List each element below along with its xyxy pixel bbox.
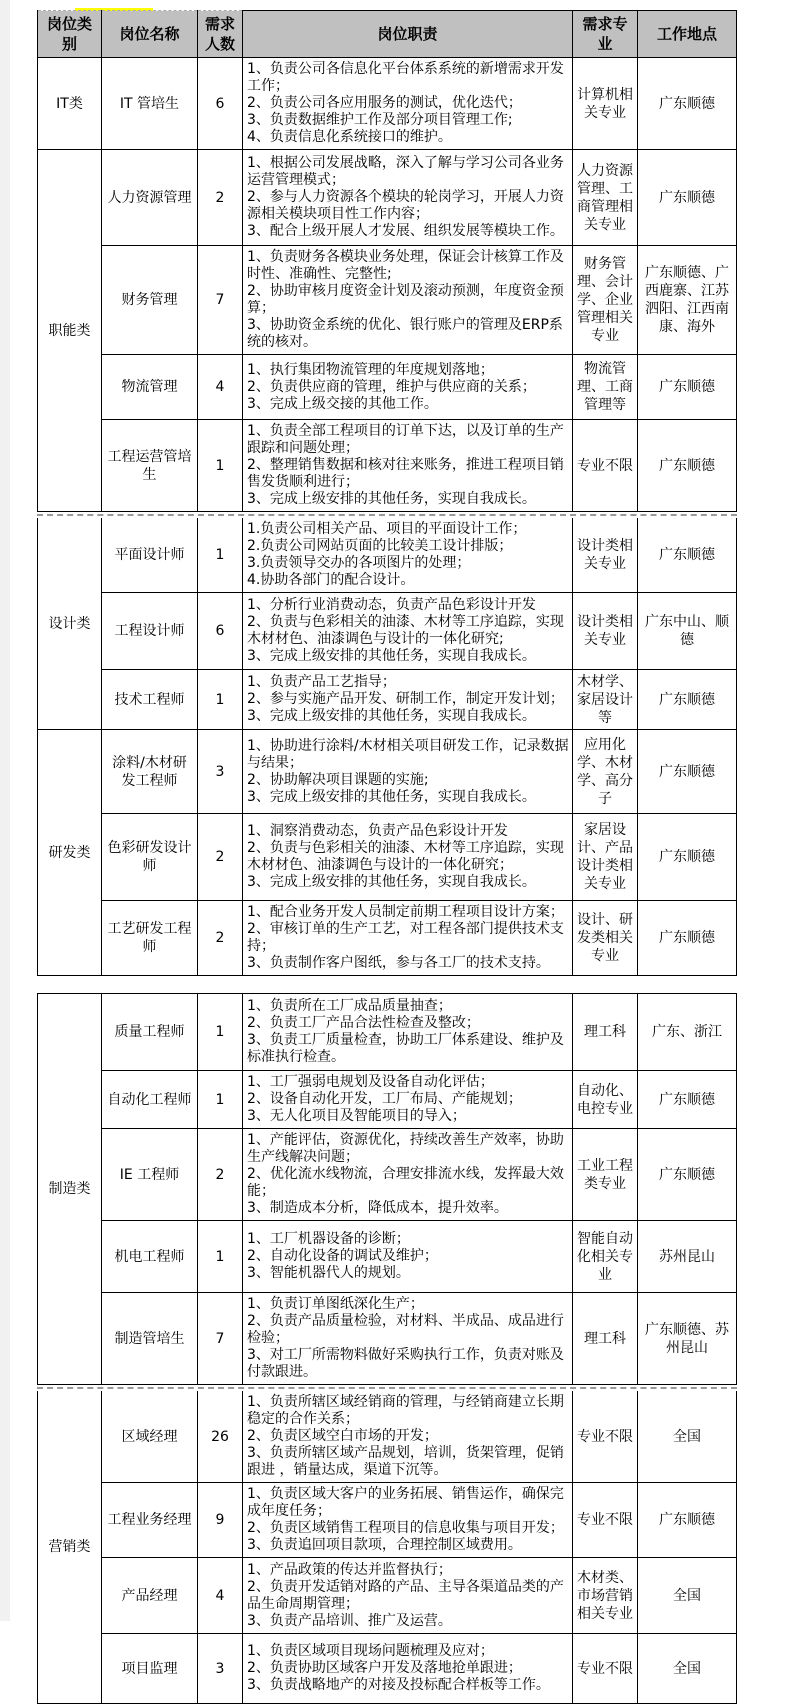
duty-line: 2、参与实施产品开发、研制工作，制定开发计划； <box>247 691 564 707</box>
position-name-cell: 产品经理 <box>102 1558 198 1634</box>
headcount-cell: 2 <box>198 901 243 976</box>
major-cell: 木材类、市场营销相关专业 <box>573 1558 638 1634</box>
major-cell: 专业不限 <box>573 1483 638 1558</box>
duty-line: 2.负责公司网站页面的比较美工设计排版； <box>247 538 513 554</box>
duty-line: 2、整理销售数据和核对往来账务，推进工程项目销售发货顺利进行； <box>247 457 564 490</box>
headcount-cell: 2 <box>198 814 243 901</box>
duty-line: 3、负责数据维护工作及部分项目管理工作; <box>247 112 513 128</box>
duties-cell <box>243 150 573 246</box>
position-name-cell: 工艺研发工程师 <box>102 901 198 976</box>
duties-cell <box>243 901 573 976</box>
headcount-cell: 6 <box>198 58 243 150</box>
major-cell: 设计类相关专业 <box>573 518 638 593</box>
location-cell: 全国 <box>638 1558 737 1634</box>
location-cell: 广东顺德 <box>638 1483 737 1558</box>
headcount-cell: 1 <box>198 420 243 512</box>
duties-cell <box>243 994 573 1071</box>
position-name-cell: 涂料/木材研发工程师 <box>102 730 198 814</box>
duty-line: 1.负责公司相关产品、项目的平面设计工作； <box>247 521 527 537</box>
major-cell: 智能自动化相关专业 <box>573 1221 638 1293</box>
duty-line: 2、负责区域空白市场的开发； <box>247 1428 438 1444</box>
table-row <box>38 1129 737 1221</box>
duties-cell <box>243 1129 573 1221</box>
major-cell: 专业不限 <box>573 1634 638 1704</box>
duty-line: 3、完成上级安排的其他任务，实现自我成长。 <box>247 788 536 805</box>
duty-line: 1、负责区域大客户的业务拓展、销售运作，确保完成年度任务； <box>247 1486 564 1519</box>
location-cell: 广东顺德 <box>638 814 737 901</box>
job-table-block <box>37 993 737 1385</box>
duties-cell <box>243 58 573 150</box>
duty-line: 1、分析行业消费动态，负责产品色彩设计开发 <box>247 597 536 613</box>
duty-line: 3、负责产品培训、推广及运营。 <box>247 1612 452 1629</box>
position-name-cell: 项目监理 <box>102 1634 198 1704</box>
duty-line: 3、配合上级开展人才发展、组织发展等模块工作。 <box>247 223 564 239</box>
headcount-cell: 1 <box>198 994 243 1071</box>
headcount-cell: 26 <box>198 1391 243 1483</box>
duty-line: 3、制造成本分析，降低成本，提升效率。 <box>247 1200 508 1216</box>
category-cell: 研发类 <box>38 730 102 976</box>
duty-line: 3、完成上级安排的其他任务，实现自我成长。 <box>247 874 536 890</box>
position-name-cell: 工程业务经理 <box>102 1483 198 1558</box>
headcount-cell: 2 <box>198 150 243 246</box>
duty-line: 3、完成上级交接的其他工作。 <box>247 395 438 412</box>
table-row <box>38 355 737 420</box>
duty-line: 1、产能评估，资源优化，持续改善生产效率，协助生产线解决问题； <box>247 1132 564 1165</box>
location-cell: 广东中山、顺德 <box>638 593 737 670</box>
position-name-cell: 工程运营管培生 <box>102 420 198 512</box>
location-cell: 全国 <box>638 1634 737 1704</box>
duty-line: 2、负责与色彩相关的油漆、木材等工序追踪，实现木材材色、油漆调色与设计的一体化研究; <box>247 614 564 647</box>
major-cell: 设计类相关专业 <box>573 593 638 670</box>
duty-line: 4、负责信息化系统接口的维护。 <box>247 129 452 145</box>
table-row <box>38 1071 737 1129</box>
major-cell: 专业不限 <box>573 420 638 512</box>
duty-line: 2、设备自动化开发，工厂布局、产能规划； <box>247 1091 522 1107</box>
duty-line: 1、负责区域项目现场问题梳理及应对； <box>247 1643 494 1659</box>
table-row <box>38 1483 737 1558</box>
category-cell: 职能类 <box>38 150 102 512</box>
table-row <box>38 1391 737 1483</box>
duty-line: 3、负责所辖区域产品规划，培训，货架管理，促销跟进 ，销量达成，渠道下沉等。 <box>247 1445 564 1478</box>
major-cell: 财务管理、会计学、企业管理相关专业 <box>573 246 638 355</box>
position-name-cell: 色彩研发设计师 <box>102 814 198 901</box>
location-cell: 苏州昆山 <box>638 1221 737 1293</box>
duties-cell <box>243 420 573 512</box>
headcount-cell: 1 <box>198 670 243 730</box>
duty-line: 1、负责公司各信息化平台体系系统的新增需求开发工作； <box>247 61 564 94</box>
headcount-cell: 1 <box>198 518 243 593</box>
headcount-cell: 2 <box>198 1129 243 1221</box>
position-name-cell: 财务管理 <box>102 246 198 355</box>
major-cell: 工业工程类专业 <box>573 1129 638 1221</box>
duties-cell <box>243 1071 573 1129</box>
headcount-cell: 1 <box>198 1071 243 1129</box>
duty-line: 3、无人化项目及智能项目的导入； <box>247 1108 466 1124</box>
duty-line: 1、负责财务各模块业务处理，保证会计核算工作及时性、准确性、完整性; <box>247 249 564 282</box>
major-cell: 木材学、家居设计等 <box>573 670 638 730</box>
duty-line: 2、参与人力资源各个模块的轮岗学习，开展人力资源相关模块项目性工作内容； <box>247 189 564 222</box>
duty-line: 2、协助审核月度资金计划及滚动预测，年度资金预算； <box>247 283 564 316</box>
headcount-cell: 9 <box>198 1483 243 1558</box>
duty-line: 3、智能机器代人的规划。 <box>247 1265 410 1281</box>
major-cell: 设计、研发类相关专业 <box>573 901 638 976</box>
table-row <box>38 814 737 901</box>
table-row <box>38 58 737 150</box>
table-row <box>38 518 737 593</box>
table-row <box>38 593 737 670</box>
headcount-cell: 4 <box>198 1558 243 1634</box>
duty-line: 4.协助各部门的配合设计。 <box>247 572 415 588</box>
major-cell: 家居设计、产品设计类相关专业 <box>573 814 638 901</box>
table-row <box>38 246 737 355</box>
duties-cell <box>243 1483 573 1558</box>
duty-line: 1、洞察消费动态，负责产品色彩设计开发 <box>247 823 508 839</box>
location-cell: 广东顺德 <box>638 58 737 150</box>
headcount-cell: 3 <box>198 730 243 814</box>
duties-cell <box>243 670 573 730</box>
table-row <box>38 670 737 730</box>
duties-cell <box>243 1221 573 1293</box>
major-cell: 应用化学、木材学、高分子 <box>573 730 638 814</box>
category-cell: 设计类 <box>38 518 102 730</box>
duty-line: 3、负责追回项目款项，合理控制区域费用。 <box>247 1537 522 1553</box>
position-name-cell: 机电工程师 <box>102 1221 198 1293</box>
table-row <box>38 420 737 512</box>
major-cell: 人力资源管理、工商管理相关专业 <box>573 150 638 246</box>
headcount-cell: 1 <box>198 1221 243 1293</box>
category-cell: 营销类 <box>38 1391 102 1704</box>
duty-line: 1、协助进行涂料/木材相关项目研发工作，记录数据与结果； <box>247 737 569 771</box>
location-cell: 广东顺德 <box>638 518 737 593</box>
location-cell: 广东顺德 <box>638 1129 737 1221</box>
location-cell: 全国 <box>638 1391 737 1483</box>
spreadsheet-left-margin-strip <box>0 0 10 1621</box>
duty-line: 3.负责领导交办的各项图片的处理； <box>247 555 471 571</box>
duty-line: 2、负责产品质量检验，对材料、半成品、成品进行检验； <box>247 1313 564 1346</box>
position-name-cell: IE 工程师 <box>102 1129 198 1221</box>
header-cell-count: 需求人数 <box>198 11 243 58</box>
duty-line: 1、负责所在工厂成品质量抽查； <box>247 998 452 1014</box>
duty-line: 2、负责开发适销对路的产品、主导各渠道品类的产品生命周期管理； <box>247 1578 564 1612</box>
duty-line: 1、执行集团物流管理的年度规划落地； <box>247 361 494 378</box>
duty-line: 1、工厂强弱电规划及设备自动化评估； <box>247 1074 494 1090</box>
duty-line: 2、自动化设备的调试及维护； <box>247 1248 438 1264</box>
headcount-cell: 4 <box>198 355 243 420</box>
duty-line: 3、负责制作客户图纸，参与各工厂的技术支持。 <box>247 955 550 971</box>
duties-cell <box>243 1391 573 1483</box>
table-row <box>38 994 737 1071</box>
duties-cell <box>243 518 573 593</box>
page-break-dashed-line <box>37 1387 737 1389</box>
location-cell: 广东顺德 <box>638 355 737 420</box>
header-cell-name: 岗位名称 <box>102 11 198 58</box>
duty-line: 3、负责战略地产的对接及投标配合样板等工作。 <box>247 1677 550 1693</box>
duty-line: 2、优化流水线物流，合理安排流水线，发挥最大效能； <box>247 1166 564 1199</box>
table-row <box>38 1634 737 1704</box>
location-cell: 广东、浙江 <box>638 994 737 1071</box>
duty-line: 1、配合业务开发人员制定前期工程项目设计方案； <box>247 904 564 920</box>
position-name-cell: 区域经理 <box>102 1391 198 1483</box>
duty-line: 1、负责订单图纸深化生产； <box>247 1296 424 1312</box>
headcount-cell: 7 <box>198 246 243 355</box>
header-cell-duties: 岗位职责 <box>243 11 573 58</box>
table-row <box>38 901 737 976</box>
position-name-cell: 物流管理 <box>102 355 198 420</box>
header-cell-major: 需求专业 <box>573 11 638 58</box>
table-block-gap <box>37 976 737 993</box>
location-cell: 广东顺德、广西鹿寨、江苏泗阳、江西南康、海外 <box>638 246 737 355</box>
major-cell: 自动化、电控专业 <box>573 1071 638 1129</box>
position-name-cell: 工程设计师 <box>102 593 198 670</box>
page-break-dashed-line <box>37 514 737 516</box>
duty-line: 2、负责公司各应用服务的测试，优化迭代； <box>247 95 522 111</box>
headcount-cell: 7 <box>198 1293 243 1385</box>
duty-line: 3、完成上级安排的其他任务，实现自我成长。 <box>247 491 536 507</box>
duty-line: 1、负责全部工程项目的订单下达，以及订单的生产跟踪和问题处理； <box>247 423 564 456</box>
major-cell: 理工科 <box>573 994 638 1071</box>
duty-line: 3、负责工厂质量检查，协助工厂体系建设、维护及标准执行检查。 <box>247 1032 564 1065</box>
position-name-cell: 技术工程师 <box>102 670 198 730</box>
duties-cell <box>243 246 573 355</box>
duties-cell <box>243 730 573 814</box>
location-cell: 广东顺德 <box>638 901 737 976</box>
job-table-wrapper <box>37 10 738 1704</box>
duty-line: 2、审核订单的生产工艺，对工程各部门提供技术支持； <box>247 921 564 954</box>
duty-line: 2、协助解决项目课题的实施; <box>247 771 429 788</box>
job-table-block <box>37 10 737 512</box>
location-cell: 广东顺德 <box>638 730 737 814</box>
position-name-cell: 自动化工程师 <box>102 1071 198 1129</box>
table-row <box>38 1221 737 1293</box>
duty-line: 2、负责工厂产品合法性检查及整改； <box>247 1015 480 1031</box>
duty-line: 1、负责产品工艺指导； <box>247 674 396 690</box>
duties-cell <box>243 593 573 670</box>
duty-line: 1、产品政策的传达并监督执行； <box>247 1561 452 1578</box>
location-cell: 广东顺德 <box>638 420 737 512</box>
table-row <box>38 150 737 246</box>
location-cell: 广东顺德 <box>638 150 737 246</box>
header-row <box>38 11 737 58</box>
position-name-cell: 平面设计师 <box>102 518 198 593</box>
major-cell: 专业不限 <box>573 1391 638 1483</box>
duty-line: 1、工厂机器设备的诊断； <box>247 1231 410 1247</box>
duties-cell <box>243 814 573 901</box>
job-table-block <box>37 518 737 976</box>
table-row <box>38 730 737 814</box>
duty-line: 3、完成上级安排的其他任务，实现自我成长。 <box>247 708 536 724</box>
duties-cell <box>243 1634 573 1704</box>
duty-line: 1、根据公司发展战略，深入了解与学习公司各业务运营管理模式； <box>247 155 564 188</box>
location-cell: 广东顺德 <box>638 1071 737 1129</box>
headcount-cell: 3 <box>198 1634 243 1704</box>
headcount-cell: 6 <box>198 593 243 670</box>
duty-line: 3、协助资金系统的优化、银行账户的管理及ERP系统的核对。 <box>247 317 563 350</box>
duty-line: 2、负责协助区域客户开发及落地抢单跟进； <box>247 1660 522 1676</box>
table-row <box>38 1558 737 1634</box>
category-cell: 制造类 <box>38 994 102 1385</box>
location-cell: 广东顺德、苏州昆山 <box>638 1293 737 1385</box>
duties-cell <box>243 355 573 420</box>
table-row <box>38 1293 737 1385</box>
duty-line: 3、对工厂所需物料做好采购执行工作，负责对账及付款跟进。 <box>247 1347 564 1380</box>
location-cell: 广东顺德 <box>638 670 737 730</box>
duty-line: 1、负责所辖区域经销商的管理，与经销商建立长期稳定的合作关系； <box>247 1394 564 1427</box>
major-cell: 理工科 <box>573 1293 638 1385</box>
category-cell: IT类 <box>38 58 102 150</box>
job-table-block <box>37 1391 737 1704</box>
major-cell: 物流管理、工商管理等 <box>573 355 638 420</box>
position-name-cell: 制造管培生 <box>102 1293 198 1385</box>
duty-line: 3、完成上级安排的其他任务，实现自我成长。 <box>247 648 536 664</box>
duty-line: 2、负责区域销售工程项目的信息收集与项目开发； <box>247 1520 564 1536</box>
position-name-cell: IT 管培生 <box>102 58 198 150</box>
duties-cell <box>243 1293 573 1385</box>
position-name-cell: 人力资源管理 <box>102 150 198 246</box>
position-name-cell: 质量工程师 <box>102 994 198 1071</box>
duty-line: 2、负责与色彩相关的油漆、木材等工序追踪，实现木材材色、油漆调色与设计的一体化研究； <box>247 840 564 873</box>
duties-cell <box>243 1558 573 1634</box>
major-cell: 计算机相关专业 <box>573 58 638 150</box>
header-cell-location: 工作地点 <box>638 11 737 58</box>
duty-line: 2、负责供应商的管理，维护与供应商的关系； <box>247 378 536 395</box>
header-cell-category: 岗位类别 <box>38 11 102 58</box>
